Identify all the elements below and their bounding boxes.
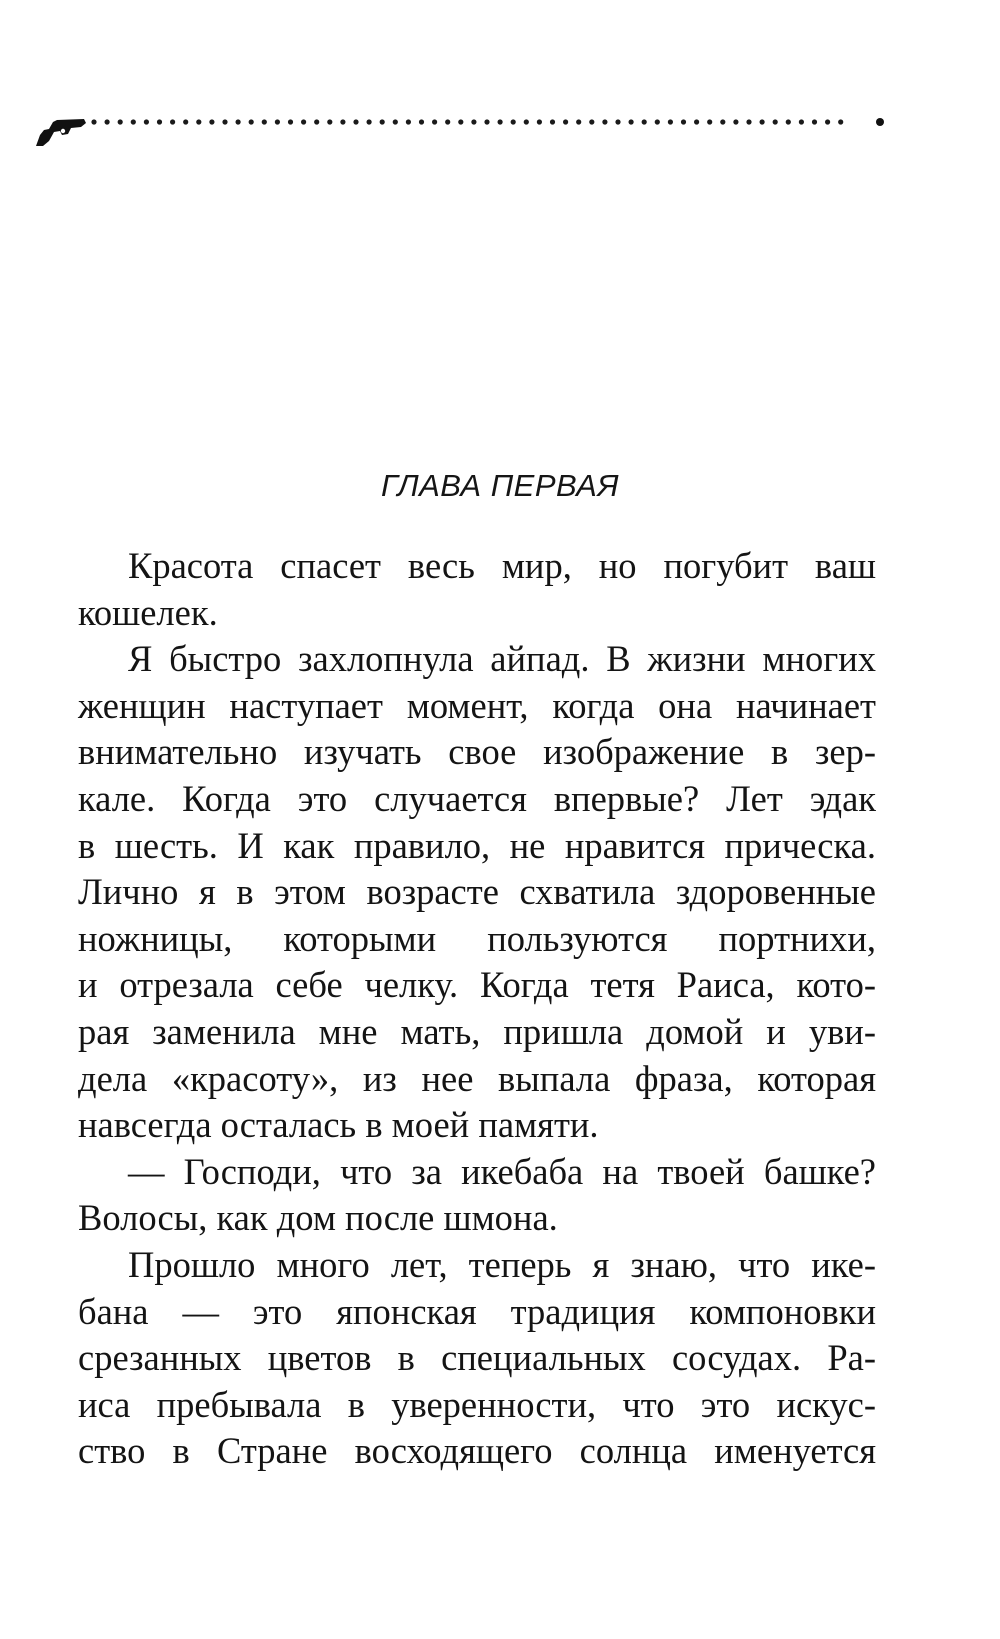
text-line: ство в Стране восходящего солнца именуется (78, 1430, 876, 1472)
rule-dot (602, 119, 607, 124)
rule-dot (393, 119, 398, 124)
rule-dot (694, 119, 699, 124)
rule-dot (105, 119, 110, 124)
text-line: иса пребывала в уверенности, что это искус- (78, 1383, 876, 1425)
rule-dot (655, 119, 660, 124)
rule-dot (550, 119, 555, 124)
rule-dot (799, 119, 804, 124)
paragraph (78, 1149, 876, 1242)
rule-dot (668, 119, 673, 124)
text-line: Прошло много лет, теперь я знаю, что ике- (128, 1243, 876, 1285)
text-line: кошелек. (78, 591, 218, 633)
rule-dot (760, 119, 765, 124)
text-line: женщин наступает момент, когда она начинает (78, 684, 876, 726)
text-line: в шесть. И как правило, не нравится прическа. (78, 824, 876, 866)
text-line: рая заменила мне мать, пришла домой и уви- (78, 1010, 876, 1052)
rule-dot (209, 119, 214, 124)
rule-dot (314, 119, 319, 124)
rule-dot (144, 119, 149, 124)
rule-dot (458, 119, 463, 124)
rule-dot (222, 119, 227, 124)
rule-dot (615, 119, 620, 124)
rule-dot (576, 119, 581, 124)
rule-dot (720, 119, 725, 124)
rule-dot (367, 119, 372, 124)
rule-dot (484, 119, 489, 124)
rule-dot (812, 119, 817, 124)
rule-dot (288, 119, 293, 124)
rule-dot (262, 119, 267, 124)
rule-dot (196, 119, 201, 124)
rule-dot (511, 119, 516, 124)
text-line: и отрезала себе челку. Когда тетя Раиса, кото- (78, 964, 876, 1006)
text-line: бана — это японская традиция компоновки (78, 1290, 876, 1332)
rule-dot (432, 119, 437, 124)
rule-dot (498, 119, 503, 124)
pistol-icon (36, 119, 86, 146)
rule-dot (406, 119, 411, 124)
paragraph (78, 543, 876, 636)
text-line: внимательно изучать свое изображение в зер- (78, 731, 876, 773)
paragraph (78, 1242, 876, 1475)
header-ornament (34, 108, 896, 148)
rule-dot (275, 119, 280, 124)
rule-dot (524, 119, 529, 124)
text-line: срезанных цветов в специальных сосудах. Ра- (78, 1337, 876, 1379)
paragraph (78, 636, 876, 1149)
rule-dot (707, 119, 712, 124)
rule-dot (471, 119, 476, 124)
rule-dot (118, 119, 123, 124)
rule-dot (786, 119, 791, 124)
rule-dot (380, 119, 385, 124)
rule-dot (301, 119, 306, 124)
rule-dot (733, 119, 738, 124)
rule-dot (825, 119, 830, 124)
rule-dot (589, 119, 594, 124)
rule-dot (746, 119, 751, 124)
rule-dot (157, 119, 162, 124)
text-line: Лично я в этом возрасте схватила здоровенные (78, 871, 876, 913)
dotted-rule (91, 118, 884, 126)
rule-dot (340, 119, 345, 124)
rule-dot (91, 119, 96, 124)
rule-dot (170, 119, 175, 124)
rule-dot (445, 119, 450, 124)
rule-dot (419, 119, 424, 124)
rule-dot (563, 119, 568, 124)
rule-dot (537, 119, 542, 124)
text-line: Волосы, как дом после шмона. (78, 1197, 558, 1239)
text-line: Красота спасет весь мир, но погубит ваш (128, 545, 876, 586)
rule-dot (773, 119, 778, 124)
chapter-body (78, 543, 876, 1475)
rule-dot (249, 119, 254, 124)
text-line: Я быстро захлопнула айпад. В жизни многих (128, 638, 876, 680)
rule-dot (327, 119, 332, 124)
rule-dot (838, 119, 843, 124)
rule-dot (236, 119, 241, 124)
rule-dot (629, 119, 634, 124)
rule-dot (131, 119, 136, 124)
text-line: ножницы, которыми пользуются портнихи, (78, 917, 876, 959)
rule-dot (642, 119, 647, 124)
text-line: кале. Когда это случается впервые? Лет эдак (78, 777, 876, 819)
rule-dot (183, 119, 188, 124)
text-line: дела «красоту», из нее выпала фраза, которая (78, 1057, 876, 1099)
chapter-title: ГЛАВА ПЕРВАЯ (381, 468, 619, 503)
rule-dot (353, 119, 358, 124)
text-line: навсегда осталась в моей памяти. (78, 1104, 599, 1146)
rule-dot (681, 119, 686, 124)
rule-end-dot (876, 118, 884, 126)
text-line: — Господи, что за икебаба на твоей башке? (128, 1150, 876, 1192)
